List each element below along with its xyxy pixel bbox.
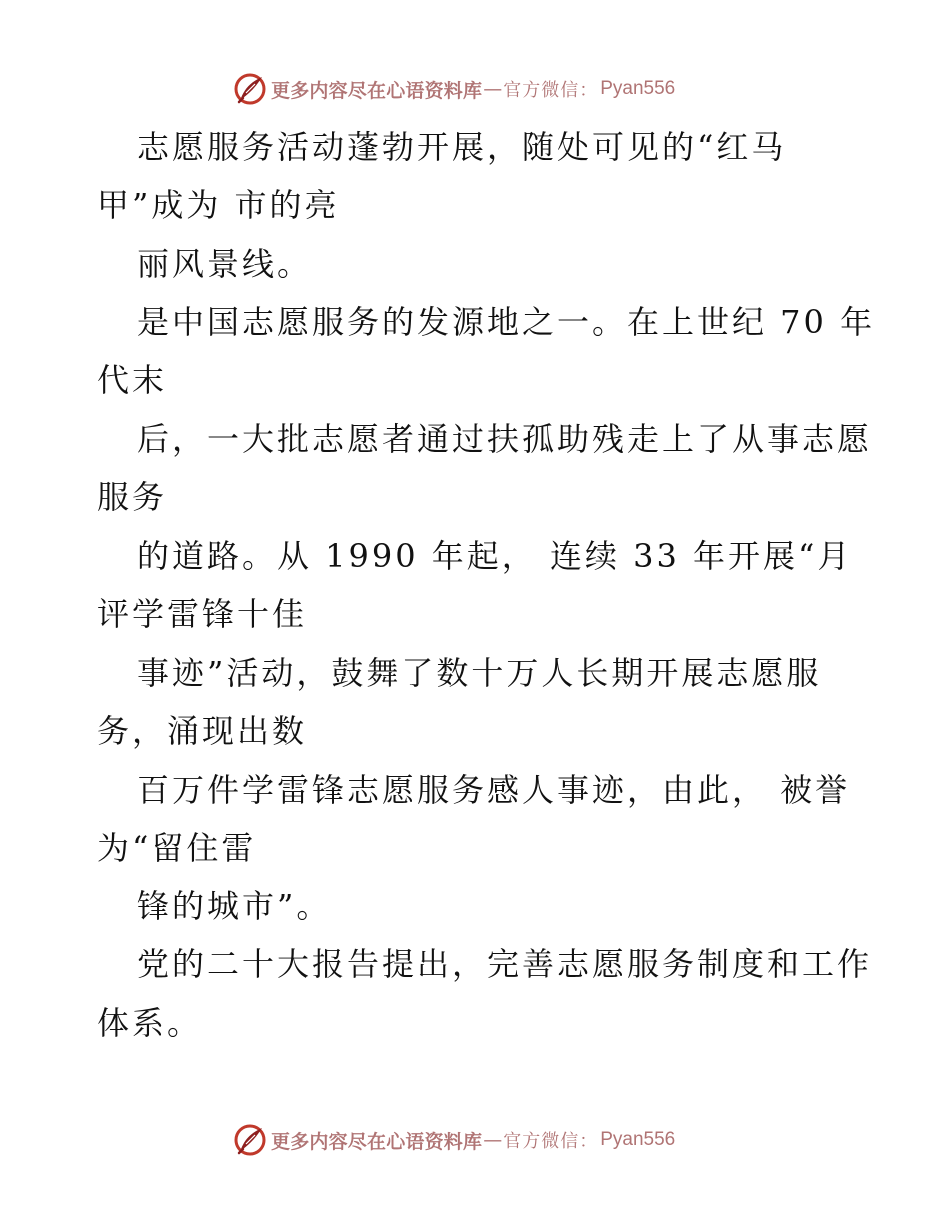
banner-dash: — [483, 78, 503, 100]
text-line: 后，一大批志愿者通过扶孤助残走上了从事志愿 [137, 420, 873, 458]
text-line: 的道路。从 1990 年起， 连续 33 年开展“月 [137, 537, 853, 575]
banner-dash: — [483, 1129, 503, 1151]
header-banner [233, 70, 675, 108]
text-line: 丽风景线。 [137, 245, 313, 283]
text-line: 服务 [97, 478, 168, 516]
text-line: 代末 [97, 361, 168, 399]
banner-wechat-id: Pyan556 [600, 1129, 676, 1150]
feather-pen-logo-icon [233, 72, 267, 106]
text-line: 事迹”活动，鼓舞了数十万人长期开展志愿服 [137, 654, 822, 692]
footer-banner [233, 1121, 675, 1159]
text-line: 甲”成为 市的亮 [97, 186, 340, 224]
feather-pen-logo-icon [233, 1123, 267, 1157]
text-line: 党的二十大报告提出，完善志愿服务制度和工作 [137, 945, 873, 983]
banner-site-name: 更多内容尽在心语资料库 [271, 79, 483, 102]
banner-wechat-label: 官方微信： [503, 1131, 599, 1152]
banner-wechat-id: Pyan556 [600, 78, 676, 99]
banner-site-name: 更多内容尽在心语资料库 [271, 1130, 483, 1153]
text-line: 体系。 [97, 1004, 203, 1042]
text-line: 锋的城市”。 [137, 887, 332, 925]
text-line: 志愿服务活动蓬勃开展，随处可见的“红马 [137, 128, 787, 166]
text-line: 是中国志愿服务的发源地之一。在上世纪 70 年 [137, 303, 876, 341]
text-line: 百万件学雷锋志愿服务感人事迹，由此， 被誉 [137, 771, 851, 809]
text-line: 为“留住雷 [97, 829, 257, 867]
text-line: 务，涌现出数 [97, 712, 308, 750]
text-line: 评学雷锋十佳 [97, 595, 308, 633]
banner-wechat-label: 官方微信： [503, 80, 599, 101]
